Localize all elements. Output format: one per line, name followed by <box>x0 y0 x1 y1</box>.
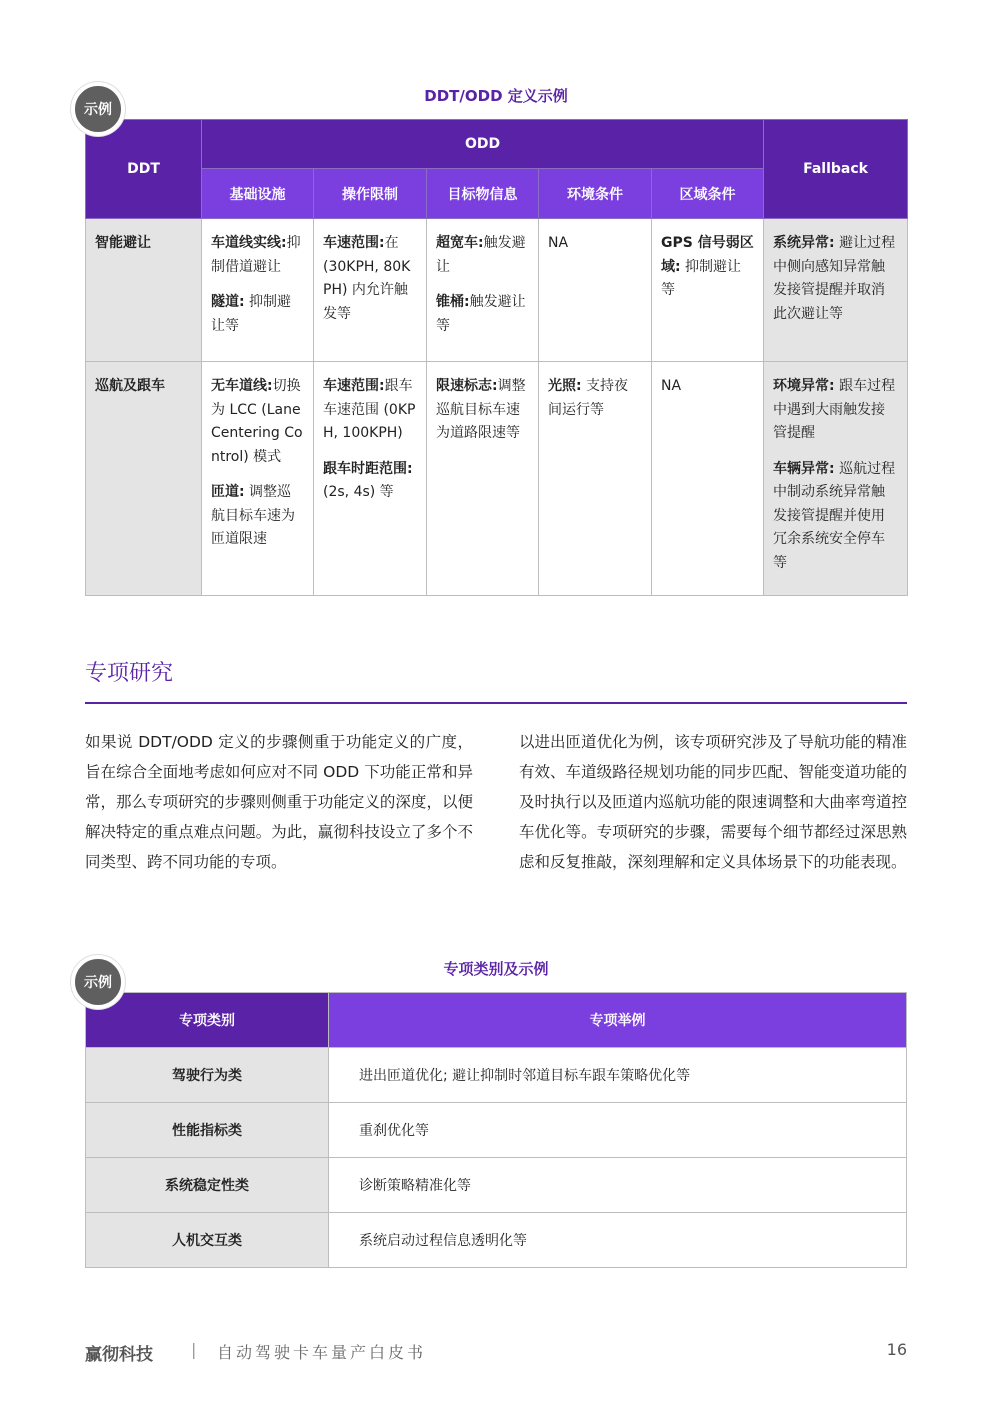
cell-entry <box>436 291 529 338</box>
cell-entry <box>436 232 529 279</box>
footer-separator: | <box>191 1340 197 1359</box>
odd-cell <box>539 219 652 362</box>
ddt-cell <box>86 219 202 362</box>
table-row <box>86 1103 907 1158</box>
odd-subheader: 操作限制 <box>314 169 427 219</box>
entry-label: 锥桶: <box>436 294 470 310</box>
odd-cell <box>652 219 764 362</box>
cell-entry <box>773 458 898 576</box>
entry-text: 在 (30KPH, 80KPH) 内允许触发等 <box>323 235 411 322</box>
ddt-label: 智能避让 <box>95 235 151 251</box>
cell-entry <box>773 375 898 446</box>
cell-entry <box>211 232 304 279</box>
cell-entry <box>773 232 898 326</box>
entry-text: 抑制借道避让 <box>211 235 301 275</box>
example-cell: 进出匝道优化; 避让抑制时邻道目标车跟车策略优化等 <box>329 1048 907 1103</box>
entry-label: 车道线实线: <box>211 235 287 251</box>
cell-entry <box>323 232 417 326</box>
table-row <box>86 362 908 596</box>
cell-entry <box>211 291 304 338</box>
category-header: 专项类别 <box>86 993 329 1048</box>
entry-label: GPS 信号弱区域: <box>661 235 754 275</box>
page-footer <box>85 1340 907 1365</box>
table1-caption: DDT/ODD 定义示例 <box>424 87 568 105</box>
entry-label: 车速范围: <box>323 378 385 394</box>
section-divider <box>85 702 907 704</box>
entry-label: 隧道: <box>211 294 245 310</box>
cell-entry <box>548 232 642 256</box>
table-row <box>86 1158 907 1213</box>
entry-label: 跟车时距范围: <box>323 460 413 477</box>
ddt-cell <box>86 362 202 596</box>
fallback-cell <box>764 219 908 362</box>
paragraph-right: 以进出匝道优化为例，该专项研究涉及了导航功能的精准有效、车道级路径规划功能的同步匹配、智能变道功能的及时执行以及匝道内巡航功能的限速调整和大曲率弯道控车优化等。专项研究的步骤，需要每个细节都经过深思熟虑和反复推敲，深刻理解和定义具体场景下的功能表现。 <box>519 733 907 871</box>
ddt-header: DDT <box>86 120 202 219</box>
category-cell: 性能指标类 <box>86 1103 329 1158</box>
fallback-cell <box>764 362 908 596</box>
odd-subheader: 环境条件 <box>539 169 652 219</box>
category-cell: 系统稳定性类 <box>86 1158 329 1213</box>
example-cell: 重刹优化等 <box>329 1103 907 1158</box>
entry-text: (2s, 4s) 等 <box>323 484 394 500</box>
entry-label: 限速标志: <box>436 378 498 394</box>
footer-brand: 赢彻科技 <box>85 1345 153 1365</box>
odd-header: ODD <box>202 120 764 169</box>
entry-label: 车辆异常: <box>773 460 835 477</box>
entry-text: 避让过程中侧向感知异常触发接管提醒并取消此次避让等 <box>773 235 896 322</box>
odd-subheader: 目标物信息 <box>427 169 539 219</box>
cell-entry <box>323 375 417 446</box>
entry-label: 无车道线: <box>211 378 273 394</box>
example-header: 专项举例 <box>329 993 907 1048</box>
paragraph-left: 如果说 DDT/ODD 定义的步骤侧重于功能定义的广度，旨在综合全面地考虑如何应对不同 ODD 下功能正常和异常，那么专项研究的步骤则侧重于功能定义的深度，以便解决特定的重点难点问题。为此，赢彻科技设立了多个不同类型、跨不同功能的专项。 <box>85 733 473 871</box>
odd-cell <box>314 219 427 362</box>
example-cell: 系统启动过程信息透明化等 <box>329 1213 907 1268</box>
entry-text: 支持夜间运行等 <box>548 378 629 418</box>
entry-label: 匝道: <box>211 484 245 500</box>
example-cell: 诊断策略精准化等 <box>329 1158 907 1213</box>
odd-cell <box>314 362 427 596</box>
table2-caption: 专项类别及示例 <box>443 960 549 978</box>
entry-text: NA <box>661 378 682 394</box>
entry-label: 超宽车: <box>436 235 484 251</box>
odd-cell <box>202 362 314 596</box>
example-badge: 示例 <box>71 82 125 136</box>
cell-entry <box>661 375 754 399</box>
entry-text: 触发避让 <box>436 235 526 275</box>
entry-text: 抑制避让等 <box>211 294 292 334</box>
section-title: 专项研究 <box>85 661 174 686</box>
entry-text: 抑制避让等 <box>661 258 742 298</box>
entry-label: 环境异常: <box>773 378 835 394</box>
category-cell: 驾驶行为类 <box>86 1048 329 1103</box>
ddt-label: 巡航及跟车 <box>95 378 165 394</box>
entry-text: 触发避让等 <box>436 294 526 334</box>
entry-label: 车速范围: <box>323 235 385 251</box>
table-row <box>86 1213 907 1268</box>
table-row <box>86 219 908 362</box>
footer-doc-title: 自动驾驶卡车量产白皮书 <box>217 1343 427 1362</box>
cell-entry <box>548 375 642 422</box>
cell-entry <box>436 375 529 446</box>
cell-entry <box>211 481 304 552</box>
ddt-odd-table <box>85 119 908 596</box>
entry-text: NA <box>548 235 569 251</box>
odd-subheader: 基础设施 <box>202 169 314 219</box>
entry-label: 系统异常: <box>773 235 835 251</box>
cell-entry <box>661 232 754 303</box>
odd-subheader: 区域条件 <box>652 169 764 219</box>
odd-cell <box>539 362 652 596</box>
entry-text: 巡航过程中制动系统异常触发接管提醒并使用冗余系统安全停车等 <box>773 460 896 571</box>
entry-text: 跟车过程中遇到大雨触发接管提醒 <box>773 378 896 441</box>
entry-text: 调整巡航目标车速为匝道限速 <box>211 484 295 547</box>
example-badge: 示例 <box>71 955 125 1009</box>
cell-entry <box>323 458 417 505</box>
entry-text: 调整巡航目标车速为道路限速等 <box>436 378 526 441</box>
special-topics-table <box>85 992 907 1268</box>
category-cell: 人机交互类 <box>86 1213 329 1268</box>
entry-label: 光照: <box>548 378 582 394</box>
cell-entry <box>211 375 304 469</box>
fallback-header: Fallback <box>764 120 908 219</box>
entry-text: 跟车车速范围 (0KPH, 100KPH) <box>323 378 416 441</box>
entry-text: 切换为 LCC (Lane Centering Control) 模式 <box>211 378 303 465</box>
page-number: 16 <box>886 1340 907 1359</box>
odd-cell <box>427 219 539 362</box>
odd-cell <box>652 362 764 596</box>
table-row <box>86 1048 907 1103</box>
odd-cell <box>202 219 314 362</box>
odd-cell <box>427 362 539 596</box>
